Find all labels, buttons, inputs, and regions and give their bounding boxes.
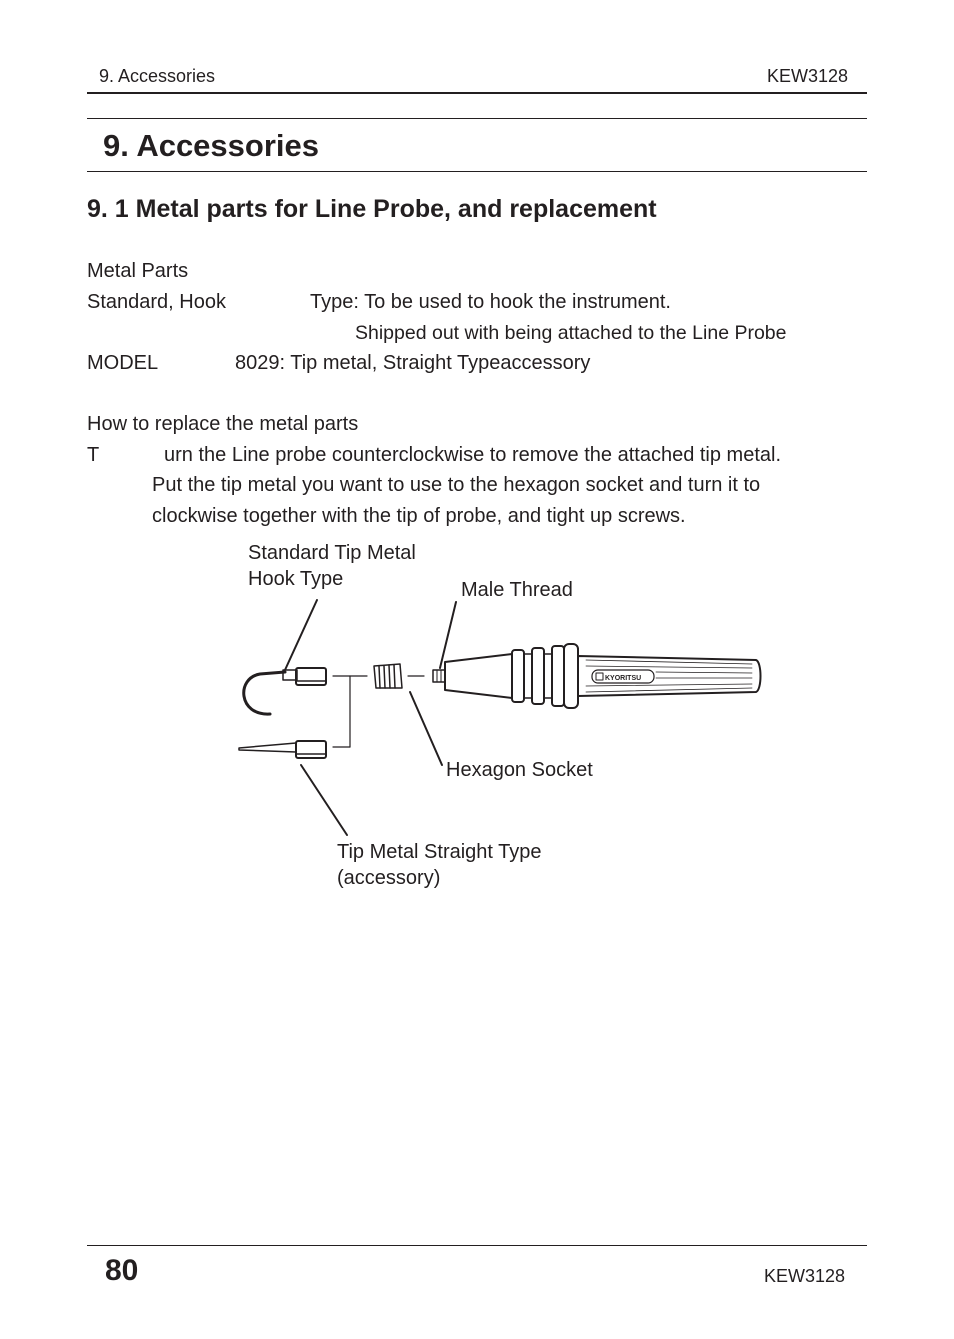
replace-line-3: clockwise together with the tip of probe, and tight up screws.: [152, 505, 686, 527]
running-header-model: KEW3128: [767, 66, 849, 86]
running-header-section: 9. Accessories: [99, 66, 216, 86]
page-number: 80: [105, 1254, 139, 1287]
label-straight-tip-line2: (accessory): [337, 867, 441, 889]
leader-male-thread: [440, 602, 456, 668]
footer-rule: [87, 1245, 867, 1246]
footer-model: KEW3128: [764, 1266, 846, 1286]
leader-hexagon-socket: [410, 692, 442, 765]
brand-logo-text: KYORITSU: [605, 675, 642, 682]
label-standard-tip-line1: Standard Tip Metal: [248, 542, 416, 564]
model-value: 8029: Tip metal, Straight Typeaccessory: [235, 352, 591, 374]
replace-line-1: urn the Line probe counterclockwise to remove the attached tip metal.: [164, 444, 782, 466]
tip-bracket: [333, 676, 367, 747]
line-probe: [433, 644, 761, 708]
standard-hook-type: Type: To be used to hook the instrument.: [310, 291, 671, 313]
section-heading: 9. 1 Metal parts for Line Probe, and replacement: [87, 195, 657, 223]
label-male-thread: Male Thread: [461, 579, 573, 601]
replace-line-2: Put the tip metal you want to use to the hexagon socket and turn it to: [152, 474, 761, 496]
label-straight-tip-line1: Tip Metal Straight Type: [337, 841, 542, 863]
model-label: MODEL: [87, 352, 159, 374]
replace-step-letter: T: [87, 444, 100, 466]
replace-heading: How to replace the metal parts: [87, 413, 359, 435]
label-standard-tip-line2: Hook Type: [248, 568, 344, 590]
leader-standard-tip: [285, 600, 317, 670]
straight-tip-metal: [239, 741, 326, 758]
leader-straight-tip: [301, 765, 347, 835]
label-hexagon-socket: Hexagon Socket: [446, 759, 593, 781]
hook-tip-metal: [244, 668, 326, 714]
hexagon-socket: [374, 664, 402, 688]
standard-hook-note: Shipped out with being attached to the Line Probe: [355, 322, 787, 344]
standard-hook-label: Standard, Hook: [87, 291, 226, 313]
page-title: 9. Accessories: [103, 128, 320, 163]
metal-parts-heading: Metal Parts: [87, 260, 189, 282]
